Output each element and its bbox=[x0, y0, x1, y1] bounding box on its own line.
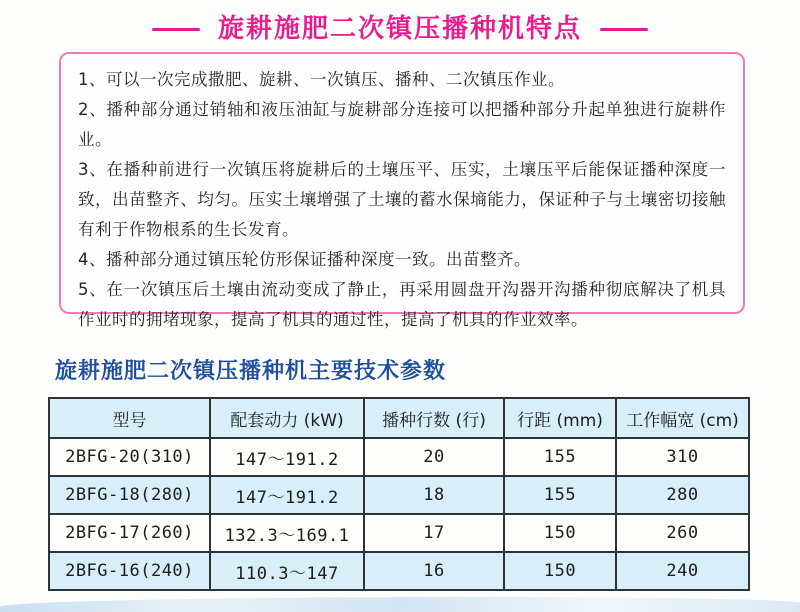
page-title: 旋耕施肥二次镇压播种机特点 bbox=[217, 14, 582, 44]
cell-seed-rows: 20 bbox=[364, 438, 504, 476]
header-model: 型号 bbox=[49, 398, 210, 438]
feature-item-5: 5、在一次镇压后土壤由流动变成了静止，再采用圆盘开沟器开沟播种彻底解决了机具作业时的拥堵现象，提高了机具的通过性，提高了机具的作业效率。 bbox=[78, 280, 726, 329]
cell-power: 147～191.2 bbox=[210, 438, 364, 476]
cell-seed-rows: 16 bbox=[364, 552, 504, 590]
table-row bbox=[49, 476, 749, 514]
cell-model: 2BFG-18(280) bbox=[49, 476, 210, 514]
feature-item-1: 1、可以一次完成撒肥、旋耕、一次镇压、播种、二次镇压作业。 bbox=[78, 70, 565, 89]
cell-working-width: 310 bbox=[616, 438, 749, 476]
page-title-row bbox=[0, 12, 800, 46]
header-seed-rows: 播种行数 (行) bbox=[364, 398, 504, 438]
cell-model: 2BFG-16(240) bbox=[49, 552, 210, 590]
header-power: 配套动力 (kW) bbox=[210, 398, 364, 438]
specs-table bbox=[48, 397, 750, 591]
feature-item-3: 3、在播种前进行一次镇压将旋耕后的土壤压平、压实，土壤压平后能保证播种深度一致，出苗整齐、均匀。压实土壤增强了土壤的蓄水保墒能力，保证种子与土壤密切接触有利于作物根系的生长发育。 bbox=[78, 160, 726, 239]
bottom-wave-decoration bbox=[0, 597, 800, 612]
table-row bbox=[49, 438, 749, 476]
cell-row-spacing: 155 bbox=[504, 438, 616, 476]
feature-item-2: 2、播种部分通过销轴和液压油缸与旋耕部分连接可以把播种部分升起单独进行旋耕作业。 bbox=[78, 100, 726, 149]
cell-row-spacing: 150 bbox=[504, 514, 616, 552]
table-row bbox=[49, 552, 749, 590]
cell-working-width: 240 bbox=[616, 552, 749, 590]
specs-table-header bbox=[49, 398, 749, 438]
cell-power: 132.3～169.1 bbox=[210, 514, 364, 552]
header-row-spacing: 行距 (mm) bbox=[504, 398, 616, 438]
cell-power: 147～191.2 bbox=[210, 476, 364, 514]
cell-model: 2BFG-20(310) bbox=[49, 438, 210, 476]
cell-row-spacing: 155 bbox=[504, 476, 616, 514]
title-right-dash bbox=[600, 28, 648, 31]
cell-seed-rows: 18 bbox=[364, 476, 504, 514]
feature-item-4: 4、播种部分通过镇压轮仿形保证播种深度一致。出苗整齐。 bbox=[78, 250, 531, 269]
table-row bbox=[49, 514, 749, 552]
cell-working-width: 280 bbox=[616, 476, 749, 514]
cell-row-spacing: 150 bbox=[504, 552, 616, 590]
cell-working-width: 260 bbox=[616, 514, 749, 552]
cell-model: 2BFG-17(260) bbox=[49, 514, 210, 552]
title-left-dash bbox=[152, 28, 200, 31]
cell-seed-rows: 17 bbox=[364, 514, 504, 552]
table-header-row bbox=[49, 398, 749, 438]
page bbox=[0, 12, 800, 591]
cell-power: 110.3～147 bbox=[210, 552, 364, 590]
features-box bbox=[59, 52, 745, 329]
header-working-width: 工作幅宽 (cm) bbox=[616, 398, 749, 438]
specs-heading: 旋耕施肥二次镇压播种机主要技术参数 bbox=[55, 358, 447, 383]
